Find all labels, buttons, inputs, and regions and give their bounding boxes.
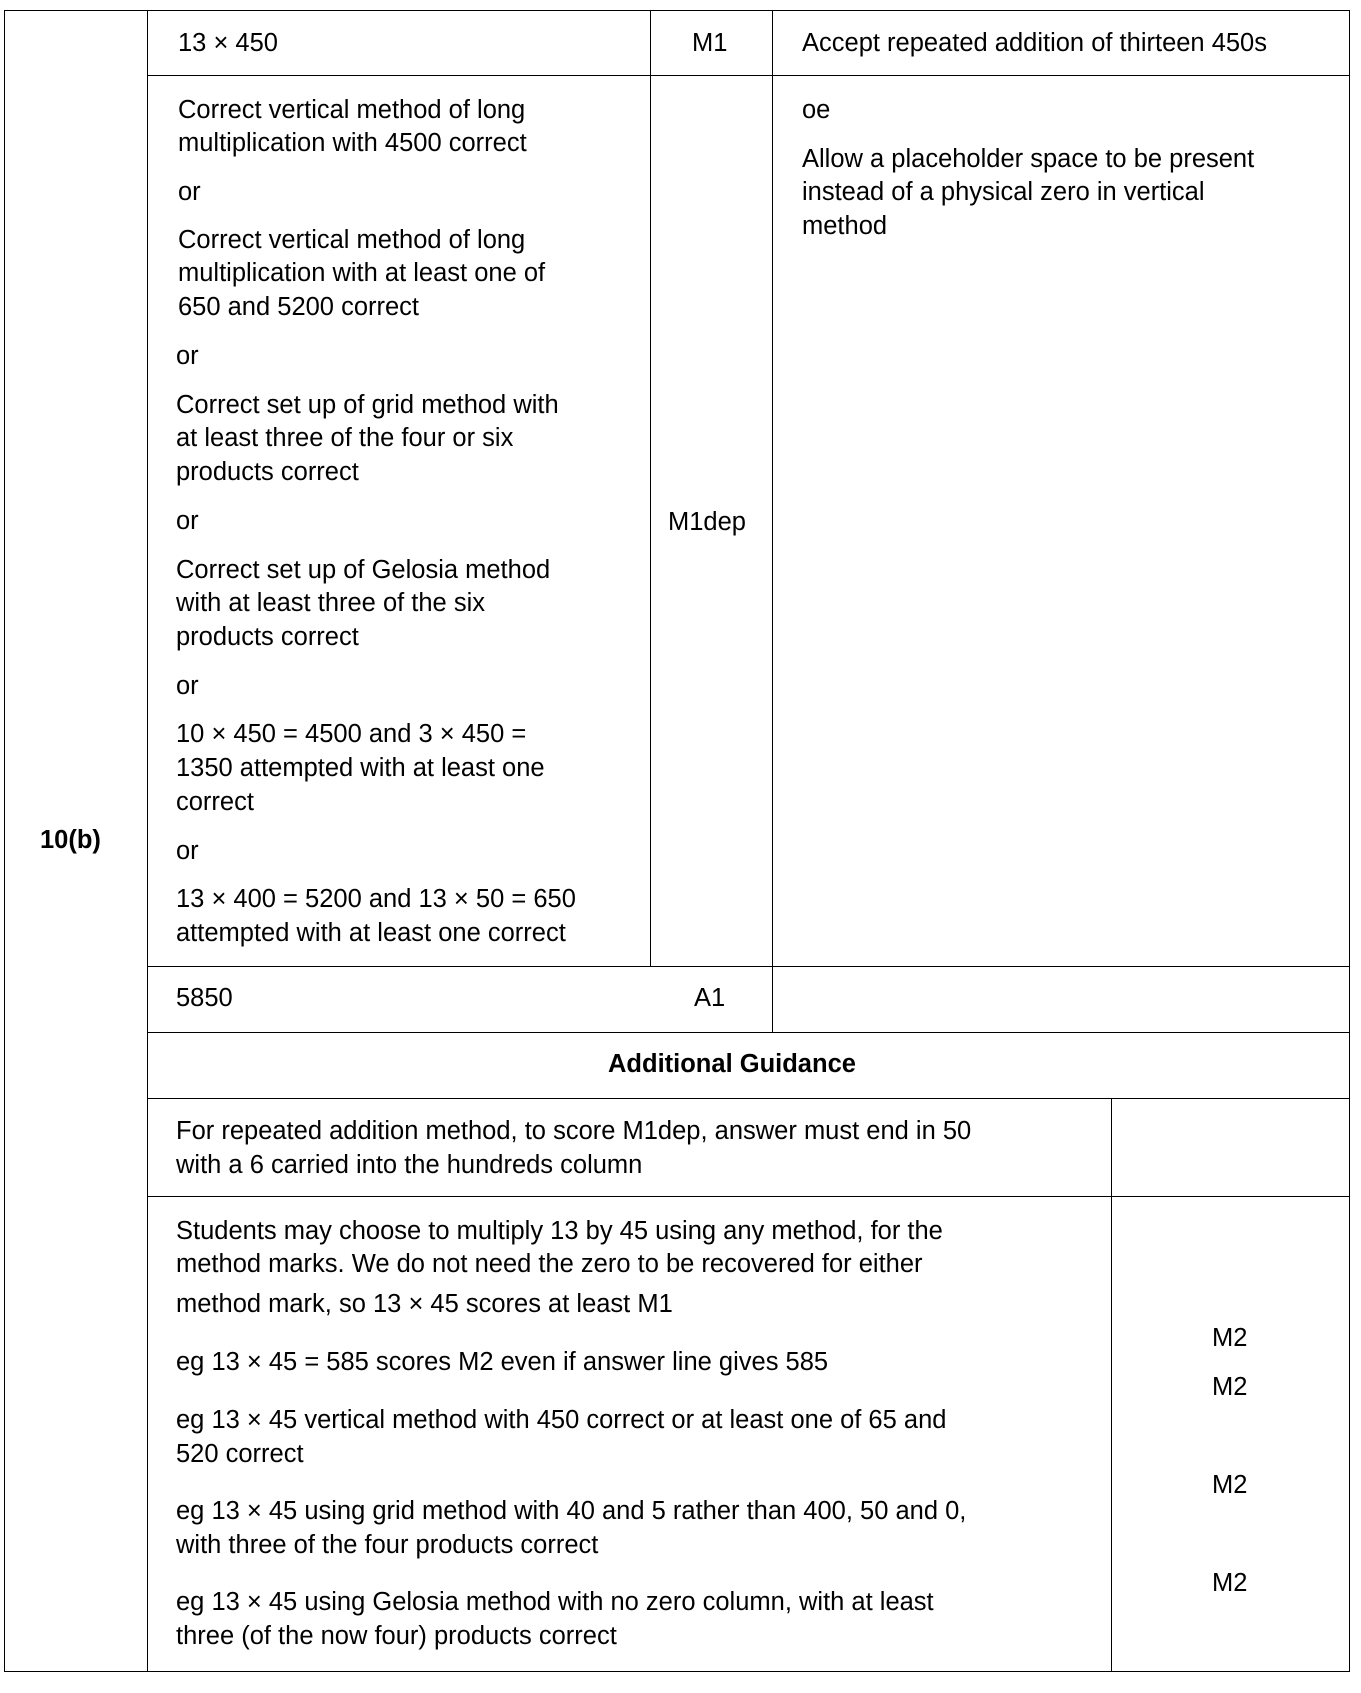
guidance-line: method marks. We do not need the zero to be recovered for either bbox=[176, 1250, 923, 1278]
mark-cell: A1 bbox=[694, 984, 726, 1012]
answer-line: or bbox=[176, 837, 199, 865]
guidance-line: For repeated addition method, to score M1dep, answer must end in 50 bbox=[176, 1117, 972, 1145]
answer-line: at least three of the four or six bbox=[176, 424, 514, 452]
answer-line: with at least three of the six bbox=[176, 589, 485, 617]
answer-line: correct bbox=[176, 788, 254, 816]
guidance-line: with a 6 carried into the hundreds column bbox=[176, 1151, 643, 1179]
answer-line: products correct bbox=[176, 458, 359, 486]
answer-cell: 5850 bbox=[176, 984, 233, 1012]
guidance-line: eg 13 × 45 = 585 scores M2 even if answer line gives 585 bbox=[176, 1348, 829, 1376]
answer-line: or bbox=[176, 507, 199, 535]
answer-cell: 13 × 450 bbox=[178, 29, 278, 57]
comment-line: instead of a physical zero in vertical bbox=[802, 178, 1205, 206]
guidance-mark: M2 bbox=[1212, 1471, 1248, 1499]
mark-cell: M1 bbox=[692, 29, 728, 57]
answer-line: 1350 attempted with at least one bbox=[176, 754, 545, 782]
comment-line: method bbox=[802, 212, 888, 240]
answer-line: attempted with at least one correct bbox=[176, 919, 566, 947]
answer-line: multiplication with 4500 correct bbox=[178, 129, 527, 157]
comment-line: oe bbox=[802, 96, 831, 124]
question-number: 10(b) bbox=[40, 826, 101, 854]
answer-line: Correct vertical method of long bbox=[178, 226, 526, 254]
answer-line: 13 × 400 = 5200 and 13 × 50 = 650 bbox=[176, 885, 576, 913]
answer-line: or bbox=[176, 672, 199, 700]
mark-cell: M1dep bbox=[668, 508, 746, 536]
guidance-line: 520 correct bbox=[176, 1440, 304, 1468]
guidance-line: eg 13 × 45 using Gelosia method with no zero column, with at least bbox=[176, 1588, 934, 1616]
guidance-line: method mark, so 13 × 45 scores at least M1 bbox=[176, 1290, 673, 1318]
answer-line: or bbox=[176, 342, 199, 370]
guidance-line: eg 13 × 45 using grid method with 40 and 5 rather than 400, 50 and 0, bbox=[176, 1497, 967, 1525]
comments-cell: Accept repeated addition of thirteen 450s bbox=[802, 29, 1267, 57]
guidance-line: with three of the four products correct bbox=[176, 1531, 599, 1559]
guidance-line: Students may choose to multiply 13 by 45 using any method, for the bbox=[176, 1217, 943, 1245]
answer-line: 650 and 5200 correct bbox=[178, 293, 420, 321]
answer-line: multiplication with at least one of bbox=[178, 259, 546, 287]
comment-line: Allow a placeholder space to be present bbox=[802, 145, 1255, 173]
answer-line: 10 × 450 = 4500 and 3 × 450 = bbox=[176, 720, 527, 748]
answer-line: Correct set up of grid method with bbox=[176, 391, 559, 419]
guidance-mark: M2 bbox=[1212, 1373, 1248, 1401]
guidance-heading: Additional Guidance bbox=[608, 1050, 856, 1078]
answer-line: or bbox=[178, 178, 201, 206]
answer-line: Correct set up of Gelosia method bbox=[176, 556, 551, 584]
guidance-mark: M2 bbox=[1212, 1569, 1248, 1597]
answer-line: Correct vertical method of long bbox=[178, 96, 526, 124]
guidance-line: three (of the now four) products correct bbox=[176, 1622, 617, 1650]
answer-line: products correct bbox=[176, 623, 359, 651]
guidance-mark: M2 bbox=[1212, 1324, 1248, 1352]
guidance-line: eg 13 × 45 vertical method with 450 correct or at least one of 65 and bbox=[176, 1406, 947, 1434]
